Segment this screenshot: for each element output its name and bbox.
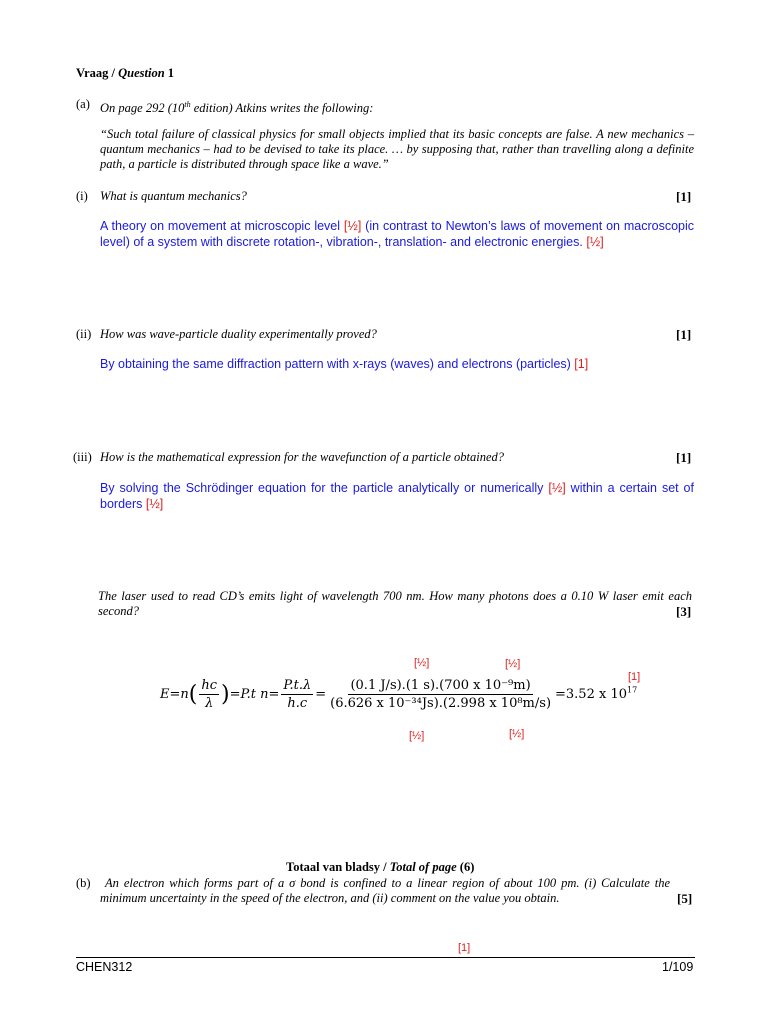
eq-paren-close: ) xyxy=(221,682,230,707)
eq-hc-numerator: hc xyxy=(201,678,218,693)
eq-middle: =P.t n= xyxy=(229,687,280,702)
intro-superscript: th xyxy=(184,100,191,109)
answer-mark: [½] xyxy=(145,496,164,511)
q-ii-label: (ii) xyxy=(76,327,92,341)
q-iii-question: How is the mathematical expression for the wavefunction of a particle obtained? xyxy=(100,450,504,464)
answer-text: within a certain set of borders xyxy=(100,481,694,511)
eq-pt-denominator: h.c xyxy=(287,696,308,711)
answer-text: By solving the Schrödinger equation for the particle analytically or numerically xyxy=(100,481,549,495)
eq-frac-hc xyxy=(199,678,219,711)
answer-text: (in contrast to Newton’s laws of movement on macroscopic level) of a system with discrete rotation-, vibration-, translation- and electronic energies. xyxy=(100,219,695,249)
eq-paren-open: ( xyxy=(188,682,198,707)
eq-mark-top-2: [½] xyxy=(505,658,521,670)
q-iii-mark: [1] xyxy=(676,450,692,465)
answer-text: A theory on movement at microscopic level xyxy=(100,219,344,233)
eq-mark-result: [1] xyxy=(628,671,641,683)
q-ii-question: How was wave-particle duality experimentally proved? xyxy=(100,327,377,341)
part-a-intro xyxy=(100,97,694,116)
eq-frac-pt xyxy=(281,678,313,711)
eq-frac-big xyxy=(328,678,553,711)
q-i-answer xyxy=(100,219,694,250)
q-i-question: What is quantum mechanics? xyxy=(100,189,247,203)
footer-rule xyxy=(76,957,695,958)
intro-text-1: On page 292 (10 xyxy=(100,101,185,116)
heading-question: Question xyxy=(118,66,165,80)
laser-mark: [3] xyxy=(676,604,692,619)
total-text-1: Totaal van bladsy / xyxy=(286,860,390,874)
eq-mark-bottom-1: [½] xyxy=(409,730,425,742)
q-iii-label: (iii) xyxy=(73,450,92,464)
answer-mark: [½] xyxy=(586,234,604,249)
footer-page-number: 1/109 xyxy=(662,960,694,974)
eq-result-exponent: 17 xyxy=(627,685,638,695)
footer-course: CHEN312 xyxy=(76,960,133,974)
eq-lhs: E=n xyxy=(160,687,189,702)
q-i-label: (i) xyxy=(76,189,88,203)
eq-equals: = xyxy=(315,687,327,702)
part-a-label: (a) xyxy=(76,97,90,111)
eq-big-numerator: (0.1 J/s).(1 s).(700 x 10⁻⁹m) xyxy=(350,678,531,693)
photon-equation xyxy=(160,678,637,711)
heading-number: 1 xyxy=(164,66,175,80)
total-text-3: (6) xyxy=(456,860,475,874)
part-b-question: An electron which forms part of a σ bond is confined to a linear region of about 100 pm. (i) Calculate the minimum uncertainty in the speed of the electron, and (ii) comment on the value you obtain. xyxy=(100,876,670,905)
answer-mark: [½] xyxy=(548,481,566,495)
answer-mark: [½] xyxy=(343,219,362,233)
heading-vraag: Vraag / xyxy=(76,66,119,80)
part-b-mark: [5] xyxy=(677,891,693,906)
total-text-2: Total of page xyxy=(389,860,457,874)
part-b-label: (b) xyxy=(76,876,91,890)
eq-big-denominator: (6.626 x 10⁻³⁴Js).(2.998 x 10⁸m/s) xyxy=(330,696,552,711)
eq-result: =3.52 x 10 xyxy=(555,687,627,702)
eq-pt-numerator: P.t.λ xyxy=(283,678,312,693)
part-b-answer-mark: [1] xyxy=(458,942,471,954)
page-total xyxy=(286,860,474,875)
laser-question xyxy=(98,589,692,619)
q-iii-answer xyxy=(100,481,694,512)
atkins-quote: “Such total failure of classical physics for small objects implied that its basic concepts are false. A new mechanics – quantum mechanics – had to be devised to take its place. … by supposing that, rather than travelling along a definite path, a particle is distributed through space like a wave.” xyxy=(100,127,694,171)
q-ii-mark: [1] xyxy=(676,327,692,342)
answer-mark: [1] xyxy=(574,357,589,371)
eq-mark-bottom-2: [½] xyxy=(509,728,525,740)
eq-hc-denominator: λ xyxy=(205,696,214,711)
question-heading xyxy=(76,66,174,81)
laser-question-text: The laser used to read CD’s emits light of wavelength 700 nm. How many photons does a 0.10 W laser emit each second? xyxy=(98,589,692,618)
q-i-mark: [1] xyxy=(676,189,692,204)
eq-mark-top-1: [½] xyxy=(414,657,430,669)
q-ii-answer xyxy=(100,357,694,373)
intro-text-2: edition) Atkins writes the following: xyxy=(190,101,374,116)
answer-text: By obtaining the same diffraction pattern with x-rays (waves) and electrons (particles) xyxy=(100,357,575,371)
